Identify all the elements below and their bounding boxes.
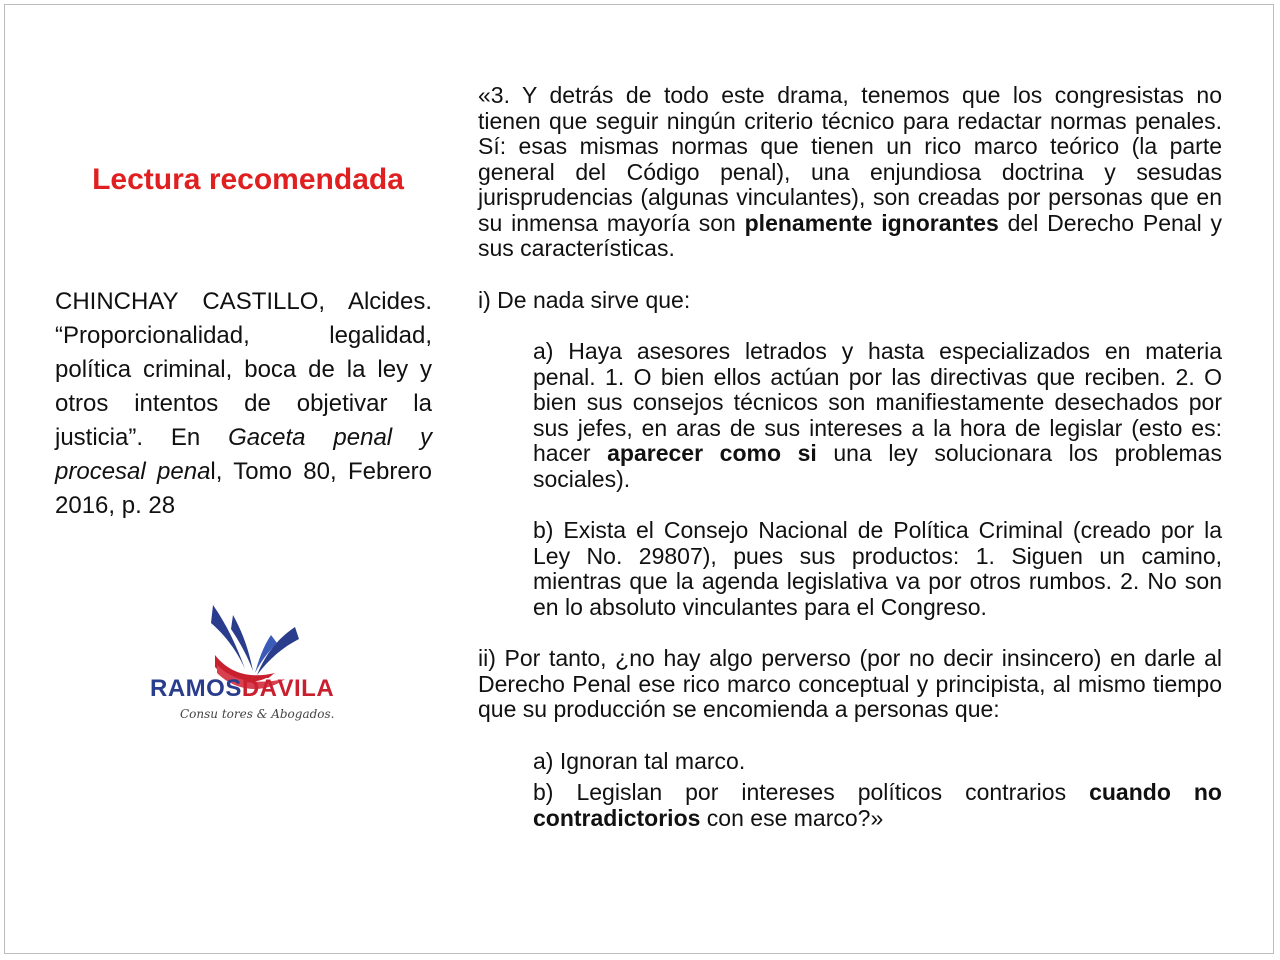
logo-word-ramos: RAMOS bbox=[150, 675, 242, 702]
paragraph-point-ii-b-end: con ese marco?» bbox=[700, 804, 884, 831]
paragraph-point-ii-b bbox=[533, 780, 1222, 831]
citation-journal: Gaceta penal y procesal pena bbox=[55, 424, 432, 485]
logo-wordmark bbox=[150, 675, 334, 703]
logo-word-davila: DÁVILA bbox=[241, 675, 335, 702]
paragraph-intro-bold: plenamente ignorantes bbox=[744, 209, 999, 236]
paragraph-point-i-a-bold: aparecer como si bbox=[607, 440, 817, 466]
paragraph-point-ii-b-text: b) Legislan por intereses políticos contrarios bbox=[533, 779, 1090, 805]
paragraph-point-i-a-text: a) Haya asesores letrados y hasta especializados en materia penal. 1. O bien ellos actúan por las directivas que reciben. 2. O bien sus consejos técnicos son manifiestamente desechados por sus jefes, en aras de sus intereses a la hora de legislar (esto es: hacer bbox=[533, 338, 1222, 466]
paragraph-point-i-a bbox=[533, 339, 1222, 492]
logo-tagline: Consu tores & Abogados. bbox=[180, 707, 335, 721]
citation-text: CHINCHAY CASTILLO, Alcides. “Proporcionalidad, legalidad, política criminal, boca de la ley y otros intentos de objetivar la justicia”. En bbox=[55, 288, 432, 451]
recommended-reading-citation bbox=[55, 285, 432, 523]
paragraph-intro-end: del Derecho Penal y sus características. bbox=[478, 209, 1223, 261]
quote-body bbox=[478, 83, 1222, 831]
paragraph-point-ii: ii) Por tanto, ¿no hay algo perverso (por no decir insincero) en darle al Derecho Penal ese rico marco conceptual y principista, al mismo tiempo que su producción se encomienda a personas que: bbox=[478, 645, 1222, 722]
section-heading: Lectura recomendada bbox=[92, 163, 404, 196]
paragraph-point-ii-b-bold: cuando no contradictorios bbox=[533, 779, 1222, 831]
paragraph-intro bbox=[478, 83, 1222, 262]
paragraph-point-i-b: b) Exista el Consejo Nacional de Política Criminal (creado por la Ley No. 29807), pues sus productos: 1. Siguen un camino, mientras que la agenda legislativa va por otros rumbos. 2. No son en lo absoluto vinculantes para el Congreso. bbox=[533, 517, 1222, 620]
citation-details: l, Tomo 80, Febrero 2016, p. 28 bbox=[55, 458, 432, 519]
paragraph-point-i-a-end: una ley solucionara los problemas sociales). bbox=[533, 440, 1222, 492]
paragraph-point-ii-a: a) Ignoran tal marco. bbox=[533, 747, 746, 774]
paragraph-point-i: i) De nada sirve que: bbox=[478, 286, 691, 313]
paragraph-intro-text: «3. Y detrás de todo este drama, tenemos que los congresistas no tienen que seguir ningún criterio técnico para redactar normas penales. Sí: esas mismas normas que tienen un rico marco teórico (la parte general del Código penal), una enjundiosa doctrina y sesudas jurisprudencias (algunas vinculantes), son creadas por personas que en su inmensa mayoría son bbox=[478, 82, 1222, 236]
slide bbox=[4, 4, 1274, 954]
